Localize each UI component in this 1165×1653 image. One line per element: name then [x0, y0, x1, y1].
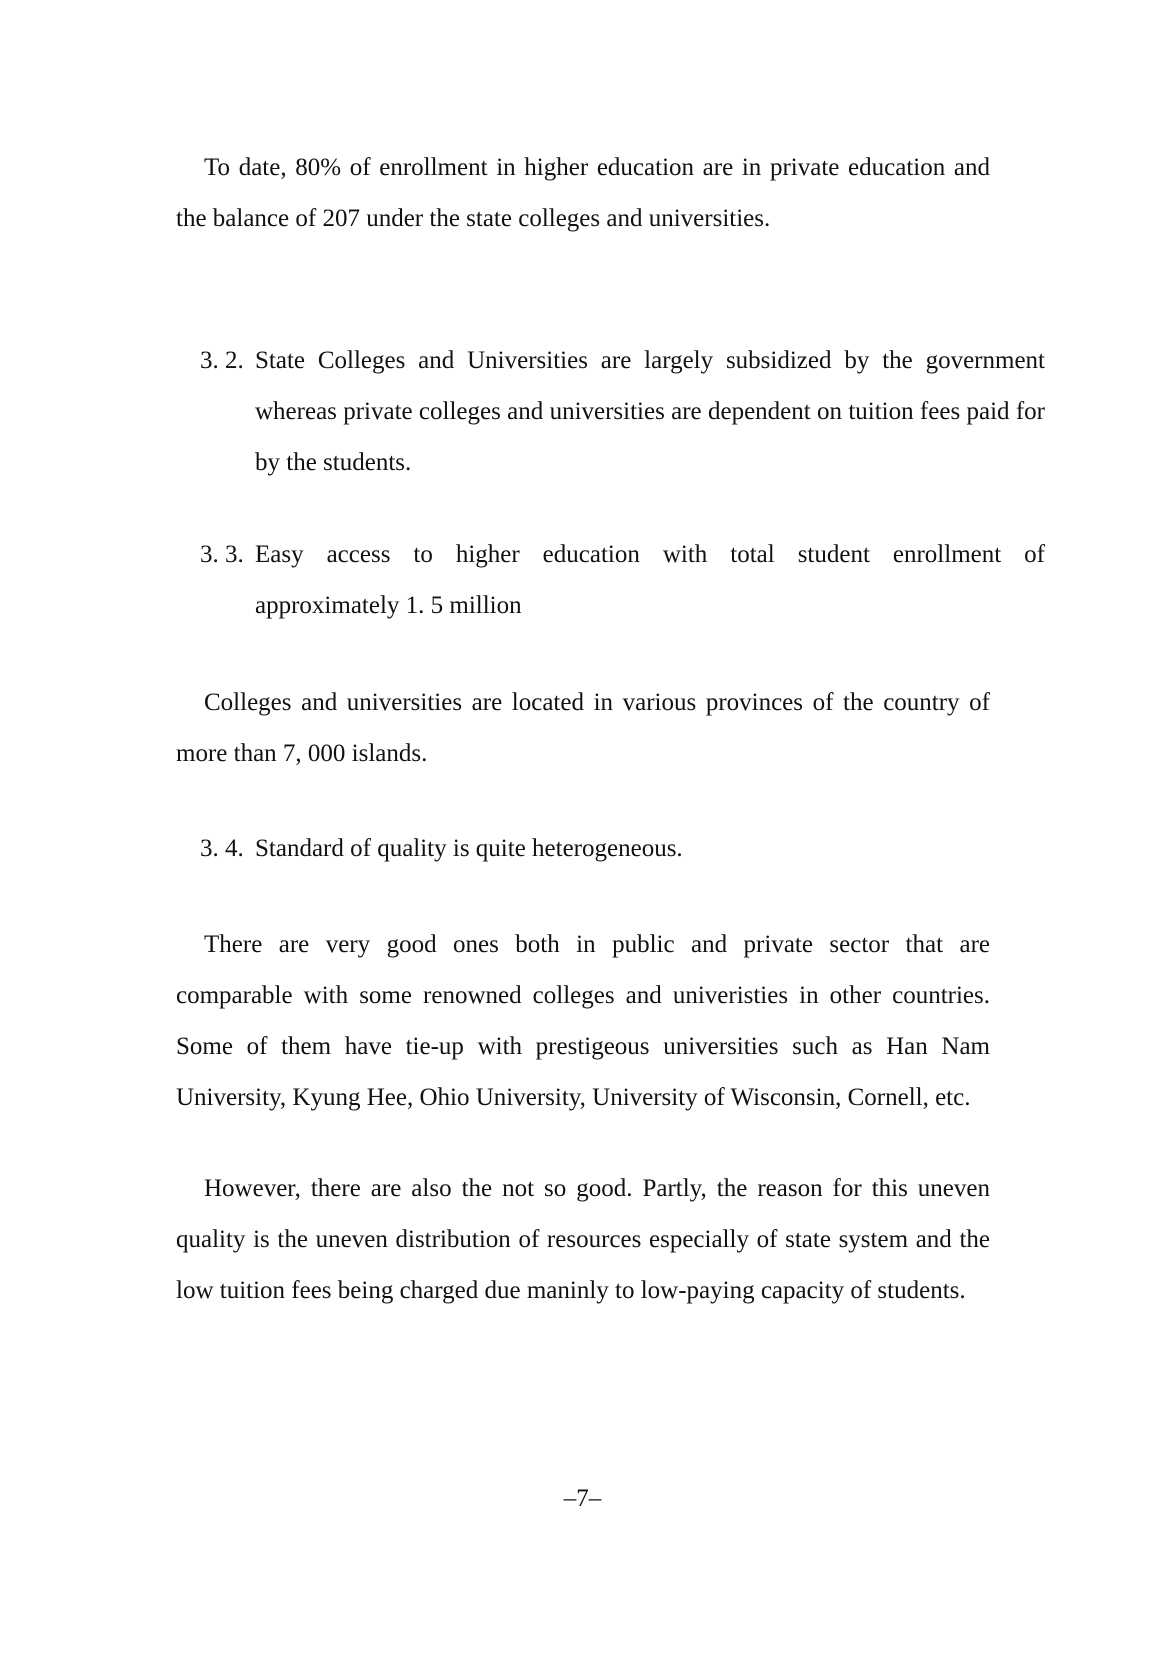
paragraph-uneven-quality: However, there are also the not so good. Partly, the reason for this uneven quality is the uneven distribution of resources especially of state system and the low tuition fees being charged due maninly to low-paying capacity of students. — [176, 1175, 990, 1304]
list-item-number: 3. 2. — [200, 347, 244, 374]
paragraph-enrollment: To date, 80% of enrollment in higher education are in private education and the balance of 207 under the state colleges and universities. — [176, 154, 990, 232]
list-item-3-2 — [200, 335, 1045, 488]
list-item-3-4 — [200, 823, 1045, 874]
list-item-3-3 — [200, 529, 1045, 631]
list-item-text: Easy access to higher education with total student enrollment of approximately 1. 5 million — [255, 541, 1045, 619]
list-item-number: 3. 3. — [200, 541, 244, 568]
page-number: –7– — [563, 1485, 602, 1512]
list-item-number: 3. 4. — [200, 835, 244, 862]
list-item-text: State Colleges and Universities are largely subsidized by the government whereas private colleges and universities are dependent on tuition fees paid for by the students. — [255, 347, 1045, 476]
paragraph-good-institutions: There are very good ones both in public and private sector that are comparable with some renowned colleges and univeristies in other countries. Some of them have tie-up with prestigeous universities such as Han Nam University, Kyung Hee, Ohio University, University of Wisconsin, Cornell, etc. — [176, 931, 990, 1111]
paragraph-locations: Colleges and universities are located in various provinces of the country of more than 7, 000 islands. — [176, 689, 990, 767]
list-item-text: Standard of quality is quite heterogeneous. — [255, 835, 683, 862]
